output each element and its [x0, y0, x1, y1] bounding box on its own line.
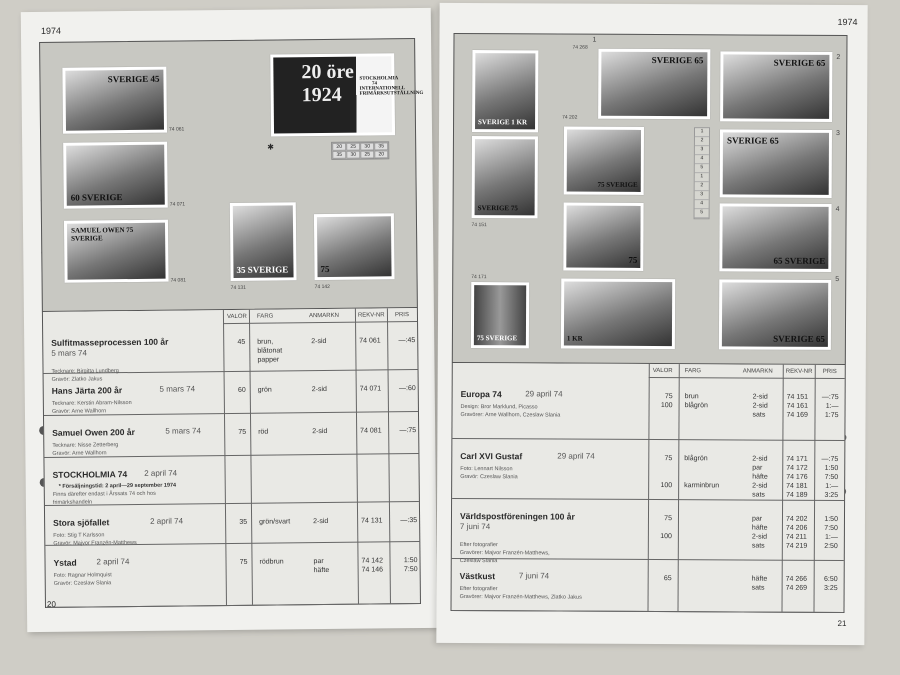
cell-pris: —:35 — [400, 517, 418, 525]
cell-valor: 75 100 — [660, 515, 672, 541]
catalog-number: 74 131 — [230, 284, 246, 291]
stamp-image: 75 SVERIGE — [471, 282, 529, 348]
cell-rekv: 74 081 — [360, 427, 382, 435]
stockholmia-souvenir-sheet: 20 öre 1924 STOCKHOLMIA 74 INTERNATIONELL FRIMÄRKSUTSTÄLLNING — [270, 53, 395, 136]
cell-farg: grön/svart — [259, 518, 291, 526]
header-pris: PRIS — [394, 312, 410, 319]
catalog-number: 74 268 — [572, 44, 588, 51]
header-farg: FARG — [684, 368, 702, 375]
year-label: 1974 — [40, 25, 62, 36]
credits: Finns därefter endast i Årssats 74 och hos frimärkshandeln — [52, 490, 156, 506]
cell-anmarkn: 2-sid — [311, 337, 327, 346]
asterisk-mark: ✱ — [267, 142, 274, 152]
table-row — [451, 559, 843, 613]
grid-cell: 35 — [374, 142, 388, 150]
issue-date: 2 april 74 — [150, 516, 184, 526]
page-number: 21 — [837, 618, 847, 629]
stamp-title: Europa 74 — [460, 388, 502, 400]
cell-pris: —:75 — [399, 427, 417, 435]
position-number: 4 — [835, 205, 840, 213]
stamp-title: Ystad — [53, 557, 77, 568]
catalog-number: 74 171 — [471, 274, 487, 281]
stamp-title: Stora sjöfallet — [53, 517, 110, 528]
stamp-table — [42, 308, 421, 608]
stamp-image: 35 SVERIGE — [230, 202, 297, 281]
strip-cell: 4 — [695, 200, 709, 209]
cell-rekv: 74 266 74 269 — [785, 575, 808, 592]
cell-rekv: 74 061 — [359, 337, 381, 345]
cell-farg: röd — [258, 428, 269, 436]
table-row — [452, 499, 844, 565]
stamp-image: SVERIGE 65 — [720, 51, 832, 122]
cell-farg: blågrön karminbrun — [684, 455, 720, 490]
cell-farg: rödbrun — [259, 558, 284, 566]
stamp-image: SVERIGE 65 — [720, 129, 832, 198]
strip-cell: 2 — [695, 137, 709, 146]
header-rekv: REKV-NR — [785, 368, 813, 375]
stamp-image: 65 SVERIGE — [719, 203, 831, 272]
left-page — [21, 8, 437, 632]
position-number: 5 — [835, 275, 840, 283]
credits: Efter fotografier Gravörer: Majvor Franzén-Matthews, Czeslaw Slania — [459, 541, 550, 565]
grid-cell: 20 — [374, 150, 388, 158]
strip-cell: 4 — [695, 155, 709, 164]
cell-rekv: 74 171 74 172 74 176 74 181 74 189 — [786, 455, 808, 499]
table-row — [44, 412, 418, 458]
stamp-image: 75 SVERIGE — [564, 127, 644, 195]
table-row — [45, 542, 420, 608]
cell-rekv: 74 071 — [359, 385, 382, 393]
cell-valor: 75 100 — [660, 455, 673, 490]
header-valor: VALOR — [652, 368, 673, 375]
grid-cell: 20 — [332, 143, 346, 151]
credits: Tecknare: Birgitta Lundberg Gravör: Zlatko Jakus — [51, 368, 119, 383]
issue-date: 5 mars 74 — [159, 384, 196, 394]
cell-valor: 75 100 — [660, 393, 673, 410]
catalog-number: 74 071 — [169, 201, 186, 208]
issue-date: 2 april 74 — [96, 557, 130, 567]
cell-pris: 1:50 7:50 — [403, 557, 418, 574]
credits: Design: Bror Marklund, Picasso Gravörer: Arne Wallhorn, Czeslaw Slania — [460, 403, 561, 419]
stamp-image: 75 — [563, 203, 643, 271]
header-rekv: REKV-NR — [357, 312, 385, 319]
header-anmarkn: ANMARKN — [308, 312, 340, 320]
credits: Efter fotografier Gravörer: Majvor Franzén-Matthews, Zlatko Jakus — [459, 585, 582, 601]
credits: Tecknare: Kerstin Abram-Nilsson Gravör: Arne Wallhorn — [51, 400, 132, 415]
stamp-image: SAMUEL OWEN 75 SVERIGE — [64, 220, 169, 283]
table-row — [45, 502, 419, 546]
catalog-number: 74 142 — [314, 283, 330, 291]
credits: Foto: Stig T Karlsson Gravör: Majvor Franzén-Matthews — [53, 532, 137, 547]
strip-cell: 5 — [695, 209, 709, 218]
grid-cell: 30 — [360, 142, 374, 150]
grid-cell: 35 — [332, 151, 346, 159]
issue-date: 2 april 74 — [144, 468, 178, 478]
issue-date: 29 april 74 — [525, 389, 563, 399]
strip-cell: 2 — [695, 182, 709, 191]
cell-pris: —:45 — [398, 337, 416, 345]
cell-valor: 35 — [239, 518, 248, 526]
issue-date: 29 april 74 — [557, 451, 595, 461]
cell-pris: —:75 1:50 7:50 1:— 3:25 — [821, 455, 839, 499]
position-number: 3 — [835, 129, 840, 137]
position-number: 2 — [836, 53, 841, 61]
cell-anmarkn: 2-sid — [313, 517, 329, 526]
stamp-panel — [39, 38, 424, 312]
issue-date: 7 juni 74 — [459, 521, 491, 532]
cell-rekv: 74 131 — [361, 517, 383, 525]
stamp-title: Carl XVI Gustaf — [460, 450, 523, 462]
header-valor: VALOR — [226, 313, 247, 321]
cell-anmarkn: par häfte — [313, 558, 330, 575]
catalog-number: 74 061 — [168, 126, 185, 133]
cell-farg: grön — [257, 386, 272, 394]
sales-period-note: * Försäljningstid: 2 april—29 september 1974 — [58, 482, 177, 490]
stamp-title: STOCKHOLMIA 74 — [52, 469, 128, 480]
cell-anmarkn: 2-sid — [311, 385, 327, 394]
stamp-title: Hans Järta 200 år — [51, 385, 123, 396]
strip-cell: 5 — [695, 164, 709, 173]
issue-date: 5 mars 74 — [51, 348, 87, 358]
header-pris: PRIS — [822, 368, 837, 375]
position-number: 1 — [592, 36, 597, 44]
cell-pris: —:75 1:— 1:75 — [821, 393, 839, 419]
issue-date: 5 mars 74 — [165, 426, 201, 436]
cell-valor: 75 — [238, 428, 247, 436]
stamp-image: 60 SVERIGE — [63, 142, 168, 209]
table-row — [44, 454, 418, 506]
cell-pris: —:60 — [398, 385, 416, 393]
cell-rekv: 74 142 74 146 — [361, 557, 384, 574]
table-row — [43, 322, 417, 383]
cell-rekv: 74 151 74 161 74 169 — [786, 393, 809, 419]
catalog-number: 74 202 — [562, 114, 578, 121]
table-row — [44, 370, 418, 416]
cell-valor: 65 — [663, 575, 672, 583]
stamp-table — [450, 363, 845, 613]
stamp-image: SVERIGE 65 — [719, 279, 831, 350]
stamp-panel — [452, 33, 848, 365]
stamp-image: SVERIGE 75 — [472, 136, 538, 218]
stamp-title: Samuel Owen 200 år — [52, 426, 135, 438]
cell-rekv: 74 202 74 206 74 211 74 219 — [785, 515, 808, 550]
grid-cell: 25 — [346, 143, 360, 151]
credits: Foto: Lennart Nilsson Gravör: Czeslaw Slania — [460, 465, 518, 481]
position-strip — [694, 127, 710, 219]
credits: Foto: Ragnar Holmquist Gravör: Czeslaw Slania — [53, 572, 112, 587]
cell-anmarkn: par häfte 2-sid sats — [751, 515, 768, 550]
strip-cell: 1 — [695, 173, 709, 182]
value-grid — [331, 141, 389, 160]
header-anmarkn: ANMARKN — [742, 368, 773, 375]
year-label: 1974 — [837, 16, 858, 28]
stamp-image: SVERIGE 45 — [62, 67, 167, 134]
stamp-image: 1 KR — [561, 279, 675, 350]
table-row — [452, 439, 844, 501]
catalog-number: 74 081 — [170, 277, 186, 284]
stamp-image: 75 — [314, 213, 395, 280]
cell-valor: 75 — [239, 558, 248, 566]
stamp-image: SVERIGE 65 — [598, 49, 710, 120]
cell-anmarkn: 2-sid 2-sid sats — [752, 393, 768, 419]
strip-cell: 1 — [695, 128, 709, 137]
cell-anmarkn: 2-sid — [312, 427, 328, 436]
cell-anmarkn: 2-sid par häfte 2-sid sats — [752, 455, 768, 499]
cell-farg: brun, blåtonat papper — [257, 338, 283, 364]
strip-cell: 3 — [695, 146, 709, 155]
header-farg: FARG — [256, 313, 274, 320]
issue-date: 7 juni 74 — [518, 571, 550, 581]
page-number: 20 — [46, 599, 56, 609]
catalog-number: 74 151 — [471, 222, 487, 229]
cell-farg: brun blågrön — [684, 393, 708, 410]
stamp-title: Västkust — [459, 570, 496, 582]
cell-anmarkn: häfte sats — [751, 575, 768, 592]
cell-valor: 60 — [237, 386, 246, 394]
cell-pris: 6:50 3:25 — [823, 575, 838, 592]
stamp-title: Världspostföreningen 100 år — [459, 510, 575, 522]
strip-cell: 3 — [695, 191, 709, 200]
stamp-title: Sulfitmasseprocessen 100 år — [51, 336, 169, 348]
right-page — [436, 3, 867, 645]
grid-cell: 25 — [360, 150, 374, 158]
cell-pris: 1:50 7:50 1:— 2:50 — [824, 515, 838, 550]
cell-valor: 45 — [237, 338, 246, 346]
grid-cell: 30 — [346, 151, 360, 159]
credits: Tecknare: Nisse Zetterberg Gravör: Arne Wallhorn — [52, 442, 119, 457]
stamp-image: SVERIGE 1 KR — [472, 50, 538, 132]
table-row — [452, 377, 844, 441]
